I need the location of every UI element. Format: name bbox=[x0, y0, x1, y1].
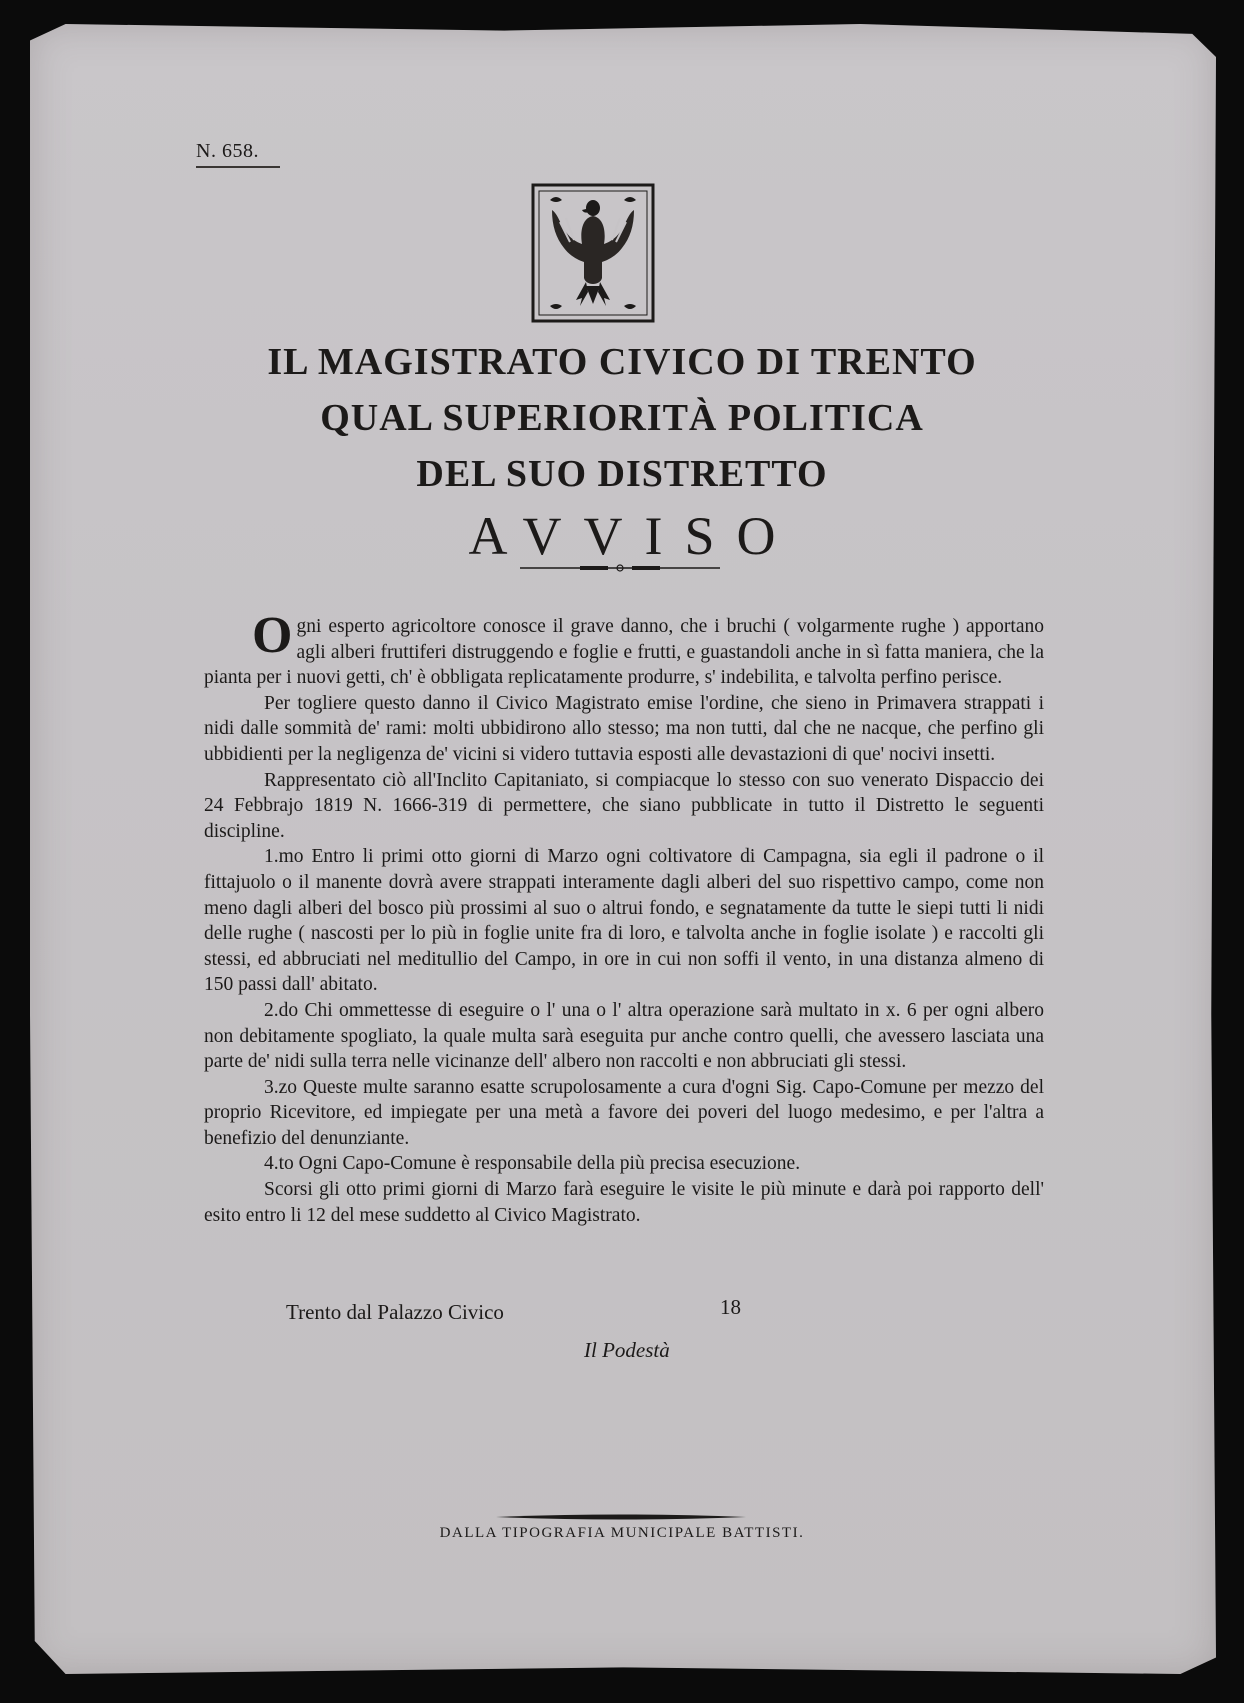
place-line: Trento dal Palazzo Civico bbox=[286, 1300, 504, 1324]
paragraph-article-1: 1.mo Entro li primi otto giorni di Marzo ogni coltivatore di Campagna, sia egli il padrone o il fittajuolo o il manente dovrà avere strappati interamente dagli alberi del suo rispettivo campo, come non meno dagli alberi del bosco più prossimi al suo o altrui fondo, e segnatamente da tutte le siepi tutti li nidi delle rughe ( nascosti per lo più in foglie unite fra di loro, e talvolta anche in foglie isolate ) e raccolti gli stessi, ed abbruciati nel meditullio del Campo, in ore in cui non soffi il vento, in una distanza almeno di 150 passi dall' abitato. bbox=[204, 846, 1044, 996]
year-line: 18 bbox=[720, 1295, 741, 1319]
document-number: N. 658. bbox=[196, 140, 259, 162]
heading-avviso: AVVISO bbox=[468, 506, 798, 566]
printer-ornament-rule bbox=[496, 1512, 746, 1522]
signature-podesta: Il Podestà bbox=[584, 1338, 670, 1362]
notice-body bbox=[204, 607, 1044, 1228]
heading-line-1: IL MAGISTRATO CIVICO DI TRENTO bbox=[267, 341, 977, 383]
heading-line-2: QUAL SUPERIORITÀ POLITICA bbox=[320, 397, 924, 439]
printer-imprint: DALLA TIPOGRAFIA MUNICIPALE BATTISTI. bbox=[439, 1525, 805, 1541]
paragraph-article-2: 2.do Chi ommettesse di eseguire o l' una o l' altra operazione sarà multato in x. 6 per ogni albero non debitamente spogliato, la quale multa sarà eseguita pur anche contro quelli, che avessero lasciata una parte de' nidi sulla terra nelle vicinanze dell' albero non raccolti e non abbruciati gli stessi. bbox=[204, 999, 1044, 1073]
paragraph-1: Ogni esperto agricoltore conosce il grave danno, che i bruchi ( volgarmente rughe ) apportano agli alberi fruttiferi distruggendo e foglie e frutti, e guastandoli anche in sì fatta maniera, che la pianta per i nuovi getti, ch' è obbligata replicatamente produrre, s' indebilita, e talvolta perfino perisce. bbox=[204, 607, 1044, 689]
paragraph-closing: Scorsi gli otto primi giorni di Marzo farà eseguire le visite le più minute e darà poi rapporto dell' esito entro li 12 del mese suddetto al Civico Magistrato. bbox=[204, 1179, 1044, 1226]
paragraph-article-4: 4.to Ogni Capo-Comune è responsabile della più precisa esecuzione. bbox=[264, 1153, 801, 1175]
paragraph-article-3: 3.zo Queste multe saranno esatte scrupolosamente a cura d'ogni Sig. Capo-Comune per mezzo del proprio Ricevitore, ed impiegate per una metà a favore dei poveri del luogo medesimo, e per l'altra a benefizio del denunziante. bbox=[204, 1076, 1044, 1149]
heading-ornament-rule bbox=[520, 564, 720, 572]
heading-line-3: DEL SUO DISTRETTO bbox=[416, 453, 828, 495]
paragraph-3: Rappresentato ciò all'Inclito Capitaniato, si compiacque lo stesso con suo venerato Dispaccio dei 24 Febbrajo 1819 N. 1666-319 di permettere, che siano pubblicate in tutto il Distretto le seguenti discipline. bbox=[204, 769, 1044, 842]
document-number-underline bbox=[196, 166, 280, 168]
eagle-crest-icon bbox=[530, 182, 656, 324]
drop-cap: O bbox=[252, 607, 293, 664]
paragraph-2: Per togliere questo danno il Civico Magistrato emise l'ordine, che sieno in Primavera strappati i nidi dalle sommità de' rami: molti ubbidirono allo stesso; ma non tutti, dal che ne nacque, che perfino gli ubbidienti per la negligenza de' vicini si videro tuttavia esposti alle devastazioni di que' nocivi insetti. bbox=[204, 692, 1044, 765]
